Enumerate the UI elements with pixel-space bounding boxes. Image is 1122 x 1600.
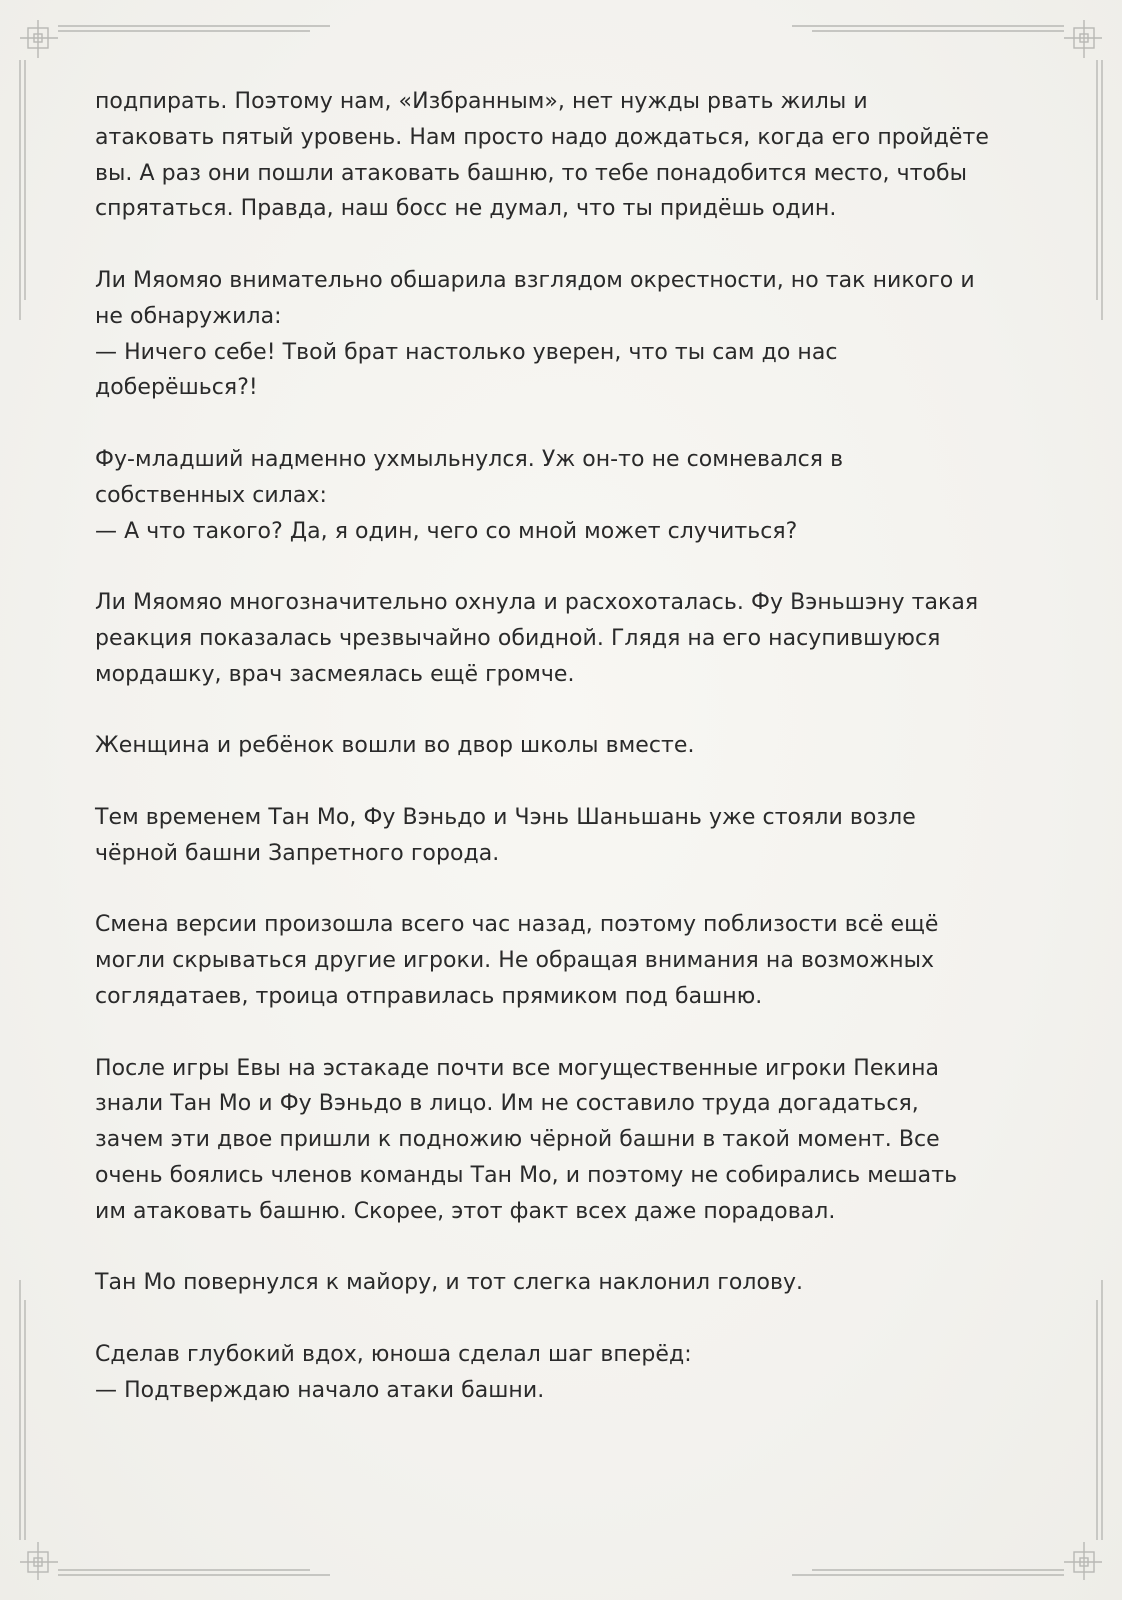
text-line: Сделав глубокий вдох, юноша сделал шаг вперёд: <box>95 1341 692 1367</box>
text-line: доберёшься?! <box>95 375 258 401</box>
text-line: подпирать. Поэтому нам, «Избранным», нет нужды рвать жилы и <box>95 89 868 114</box>
text-line: спрятаться. Правда, наш босс не думал, что ты придёшь один. <box>95 196 837 222</box>
text-line: мордашку, врач засмеялась ещё громче. <box>95 661 575 687</box>
text-line: знали Тан Мо и Фу Вэньдо в лицо. Им не составило труда догадаться, <box>95 1091 919 1117</box>
paragraph <box>95 1051 1035 1230</box>
text-line: Тем временем Тан Мо, Фу Вэньдо и Чэнь Шаньшань уже стояли возле <box>95 804 916 830</box>
paragraph <box>95 1337 1035 1409</box>
text-line: чёрной башни Запретного города. <box>95 840 500 866</box>
text-line: После игры Евы на эстакаде почти все могущественные игроки Пекина <box>95 1055 940 1081</box>
paragraph <box>95 907 1035 1014</box>
paragraph <box>95 800 1035 872</box>
paragraph <box>95 1265 1035 1301</box>
paragraph <box>95 585 1035 692</box>
text-line: зачем эти двое пришли к подножию чёрной башни в такой момент. Все <box>95 1127 940 1153</box>
text-line: реакция показалась чрезвычайно обидной. Глядя на его насупившуюся <box>95 625 941 651</box>
text-line: — А что такого? Да, я один, чего со мной может случиться? <box>95 518 798 544</box>
text-line: Смена версии произошла всего час назад, поэтому поблизости всё ещё <box>95 912 939 938</box>
paragraph <box>95 442 1035 549</box>
text-line: соглядатаев, троица отправилась прямиком под башню. <box>95 983 763 1009</box>
text-line: — Ничего себе! Твой брат настолько уверен, что ты сам до нас <box>95 339 838 365</box>
text-line: могли скрываться другие игроки. Не обращая внимания на возможных <box>95 948 935 974</box>
text-line: Фу-младший надменно ухмыльнулся. Уж он-то не сомневался в <box>95 446 844 472</box>
text-line: им атаковать башню. Скорее, этот факт всех даже порадовал. <box>95 1198 836 1224</box>
text-line: вы. А раз они пошли атаковать башню, то тебе понадобится место, чтобы <box>95 160 968 186</box>
text-line: Ли Мяомяо внимательно обшарила взглядом окрестности, но так никого и <box>95 267 975 293</box>
text-line: атаковать пятый уровень. Нам просто надо дождаться, когда его пройдёте <box>95 124 989 150</box>
document-body <box>95 84 1035 1444</box>
text-line: Ли Мяомяо многозначительно охнула и расхохоталась. Фу Вэньшэну такая <box>95 590 979 616</box>
text-line: — Подтверждаю начало атаки башни. <box>95 1377 545 1403</box>
text-line: Женщина и ребёнок вошли во двор школы вместе. <box>95 733 695 759</box>
paragraph <box>95 263 1035 406</box>
text-line: собственных силах: <box>95 482 327 508</box>
paragraph <box>95 84 1035 227</box>
text-line: Тан Мо повернулся к майору, и тот слегка наклонил голову. <box>95 1270 804 1296</box>
paragraph <box>95 728 1035 764</box>
text-line: очень боялись членов команды Тан Мо, и поэтому не собирались мешать <box>95 1162 958 1188</box>
text-line: не обнаружила: <box>95 303 282 329</box>
